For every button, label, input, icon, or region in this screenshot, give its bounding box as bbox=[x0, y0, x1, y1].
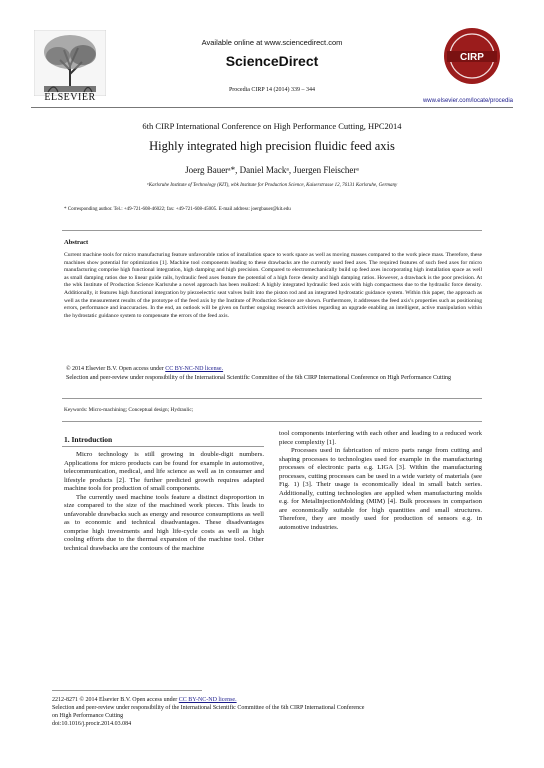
abstract-top-rule bbox=[62, 230, 482, 231]
article-footer bbox=[52, 696, 364, 728]
header-rule bbox=[31, 107, 513, 108]
elsevier-wordmark: ELSEVIER bbox=[44, 92, 96, 103]
issn-copyright: 2212-8271 © 2014 Elsevier B.V. Open access under bbox=[52, 697, 178, 703]
left-text-column bbox=[64, 451, 264, 554]
keywords-rule bbox=[62, 398, 482, 399]
author-list: Joerg Bauerᵃ*, Daniel Mackᵃ, Juergen Fleischerᵃ bbox=[185, 165, 359, 175]
keywords-bottom-rule bbox=[62, 421, 482, 422]
abstract-copyright-block bbox=[66, 365, 482, 382]
abstract-heading: Abstract bbox=[64, 239, 89, 246]
cirp-logo-text: CIRP bbox=[460, 52, 484, 63]
license-link[interactable]: CC BY-NC-ND license. bbox=[165, 366, 224, 372]
body-paragraph: Processes used in fabrication of micro parts range from cutting and shaping processes to technologies used for example in the manufacturing processes of electronic parts e.g. LIGA [3]. Within the manufacturing processes, cutting processes can be used in a wide variety of materials (see Fig. 1) [3]. Their usage is economically ideal in small batch series. Additionally, cutting technologies are applied when manufacturing molds e.g. for MetalInjectionMolding (MIM) [4]. Bulk processes in comparison are economically suitable for high quantities and small structures. Therefore, they are mostly used for production of sensors e.g. in automotive industries. bbox=[279, 447, 482, 532]
copyright-text: © 2014 Elsevier B.V. Open access under bbox=[66, 366, 164, 372]
sciencedirect-brand: ScienceDirect bbox=[225, 53, 319, 69]
peer-review-note: Selection and peer-review under responsibility of the International Scientific Committee of the 6th CIRP International Conference on High Performance Cutting bbox=[66, 374, 452, 381]
body-paragraph: The currently used machine tools feature a distinct disproportion in size compared to the size of the machined work pieces. This leads to unfavorable drawbacks such as energy and resource consumptions as well as to economic and technical disadvantages. These disadvantages comprise high investments and high life-cycle costs as well as high cooling efforts due to the thermal expansion of the machine tool. Other technical drawbacks are the contours of the machine bbox=[64, 493, 264, 553]
corresponding-author-note: * Corresponding author. Tel.: +49-721-608-46022; fax: +49-721-608-45005. E-mail address: joergbauer@kit.edu bbox=[64, 207, 291, 212]
conference-name: 6th CIRP International Conference on High Performance Cutting, HPC2014 bbox=[142, 121, 402, 131]
abstract-text: Current machine tools for micro manufacturing feature unfavorable ratios of installation space to work space as well as moving masses compared to the work piece mass. Therefore, these machines show potential for optimization [1]. Machine tool components leading to these drawbacks are the currently used feed axes. The required features of such feed axes for micro manufacturing comprise high functional integration, high damping and high precision. Compared to electromechanically build up feed axes incorporating high installation space as well as small damping ratios due to linear guide rails, hydraulic feed axes feature the potential of a high force density and high damping ratios. However, a drawback is the poor precision. At the wbk Institute of Production Science Karlsruhe a novel approach has been realized: A highly integrated hydraulic feed axis with high compactness due to the hydraulic force density. Additionally, it features high functional integration by piezoelectric seat valves built into the piston rod and an integrated hydrostatic guidance system. Within this paper, the approach as well as the measurement results of the prototype of the feed axis by the Institute of Production Science are shown. Furthermore, it addresses the feed axis’s properties such as positioning errors, performance and inaccuracies. In the end, an outlook will be given on further ongoing research activities regarding an upgrade enabling an intelligent, active manipulation within the hydrostatic guidance system to compensate the errors of the feed axis. bbox=[64, 252, 482, 319]
right-text-column bbox=[279, 430, 482, 533]
keywords-line: Keywords: Micro-machining; Conceptual design; Hydraulic; bbox=[64, 407, 194, 413]
section-heading-rule bbox=[62, 446, 264, 447]
available-online-line: Available online at www.sciencedirect.com bbox=[201, 38, 343, 47]
journal-citation: Procedia CIRP 14 (2014) 339 – 344 bbox=[228, 87, 316, 93]
body-paragraph: Micro technology is still growing in double-digit numbers. Applications for micro products can be found for example in automotive, telecommunication, medical, and life science as well as in consumer and lifestyle products [2]. The further predicted growth requires adapted machine tools for production of small components. bbox=[64, 451, 264, 493]
journal-homepage-link[interactable]: www.elsevier.com/locate/procedia bbox=[422, 98, 513, 104]
footer-review-note: Selection and peer-review under responsibility of the International Scientific Committee of the 6th CIRP International Conference bbox=[52, 705, 365, 711]
author-affiliation: ᵃKarlsruhe Institute of Technology (KIT), wbk Institute for Production Science, Kaiserstrasse 12, 76131 Karlsruhe, Germany bbox=[146, 183, 398, 188]
section-heading-introduction: 1. Introduction bbox=[64, 435, 113, 444]
body-paragraph: tool components interfering with each other and leading to a reduced work piece complexity [1]. bbox=[279, 430, 482, 446]
footer-license-link[interactable]: CC BY-NC-ND license. bbox=[178, 697, 237, 703]
footer-review-note-cont: on High Performance Cutting bbox=[52, 713, 124, 719]
article-title: Highly integrated high precision fluidic feed axis bbox=[149, 139, 395, 153]
footer-rule bbox=[52, 690, 202, 691]
cirp-logo bbox=[442, 26, 502, 86]
doi-link[interactable]: doi:10.1016/j.procir.2014.03.084 bbox=[52, 721, 132, 727]
